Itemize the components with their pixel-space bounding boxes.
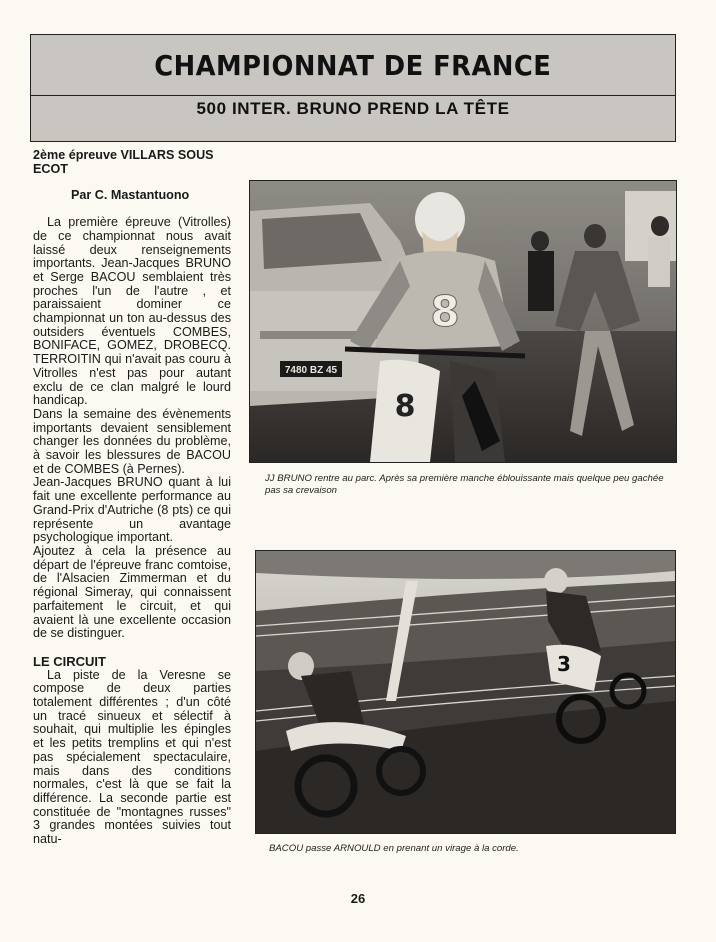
bike-number-plate: 8 bbox=[394, 389, 416, 424]
photo-caption: BACOU passe ARNOULD en prenant un virage à la corde. bbox=[269, 843, 519, 854]
photo-bruno-paddock bbox=[249, 180, 677, 463]
article-byline: Par C. Mastantuono bbox=[71, 188, 190, 203]
article-column bbox=[33, 149, 231, 847]
article-paragraph: Jean-Jacques BRUNO quant à lui fait une excellente performance au Grand-Prix d'Autriche (8 pts) ce qui représente un avantage psychologique important. bbox=[33, 475, 231, 545]
photo-bruno-illustration bbox=[250, 181, 676, 462]
section-paragraph: La piste de la Veresne se compose de deux parties totalement différentes ; d'un côté un tracé sinueux et sélectif à souhait, qui multiplie les épingles et les petits tremplins et qui n'est pas spécialement spectaculaire, mais dans des conditions normales, c'est là que se fait la différence. La seconde partie est constituée de "montagnes russes" 3 grandes montées suivies tout natu- bbox=[33, 667, 231, 847]
page-subtitle: 500 INTER. BRUNO PREND LA TÊTE bbox=[196, 99, 510, 118]
photo-race-illustration bbox=[256, 551, 675, 833]
article-paragraph: Dans la semaine des évènements importants devaient sensiblement changer les données du problème, à savoir les blessures de BACOU et de COMBES (à Pernes). bbox=[33, 406, 231, 476]
page-number: 26 bbox=[350, 891, 366, 906]
photo-bacou-arnould bbox=[255, 550, 676, 834]
page-title: CHAMPIONNAT DE FRANCE bbox=[154, 48, 552, 82]
article-lead: 2ème épreuve VILLARS SOUS ECOT bbox=[33, 148, 214, 176]
license-plate: 7480 BZ 45 bbox=[284, 365, 338, 376]
rider-number-vest: 8 bbox=[430, 287, 460, 336]
photo-caption: JJ BRUNO rentre au parc. Après sa première manche éblouissante mais quelque peu gachée pas sa crevaison bbox=[265, 473, 664, 496]
section-heading: LE CIRCUIT bbox=[33, 653, 106, 669]
article-paragraph: Ajoutez à cela la présence au départ de l'épreuve franc comtoise, de l'Alsacien Zimmerman et du régional Simeray, qui connaissent parfaitement le circuit, et qui avaient là une excellente occasion de se distinguer. bbox=[33, 543, 231, 641]
header-divider bbox=[31, 95, 675, 96]
title-band bbox=[31, 35, 675, 95]
header-box bbox=[30, 34, 676, 142]
bike-number-plate: 3 bbox=[557, 652, 571, 676]
article-paragraph: La première épreuve (Vitrolles) de ce championnat nous avait laissé deux renseignements importants. Jean-Jacques BRUNO et Serge BACOU semblaient très proches l'un de l'autre , et paraissaient dominer ce championnat un ton au-dessus des outsiders éventuels COMBES, BONIFACE, GOMEZ, DROBECQ. TERROITIN qui n'avait pas couru à Vitrolles n'est pas pour autant exclu de ce clan malgré le lourd handicap. bbox=[33, 215, 231, 408]
